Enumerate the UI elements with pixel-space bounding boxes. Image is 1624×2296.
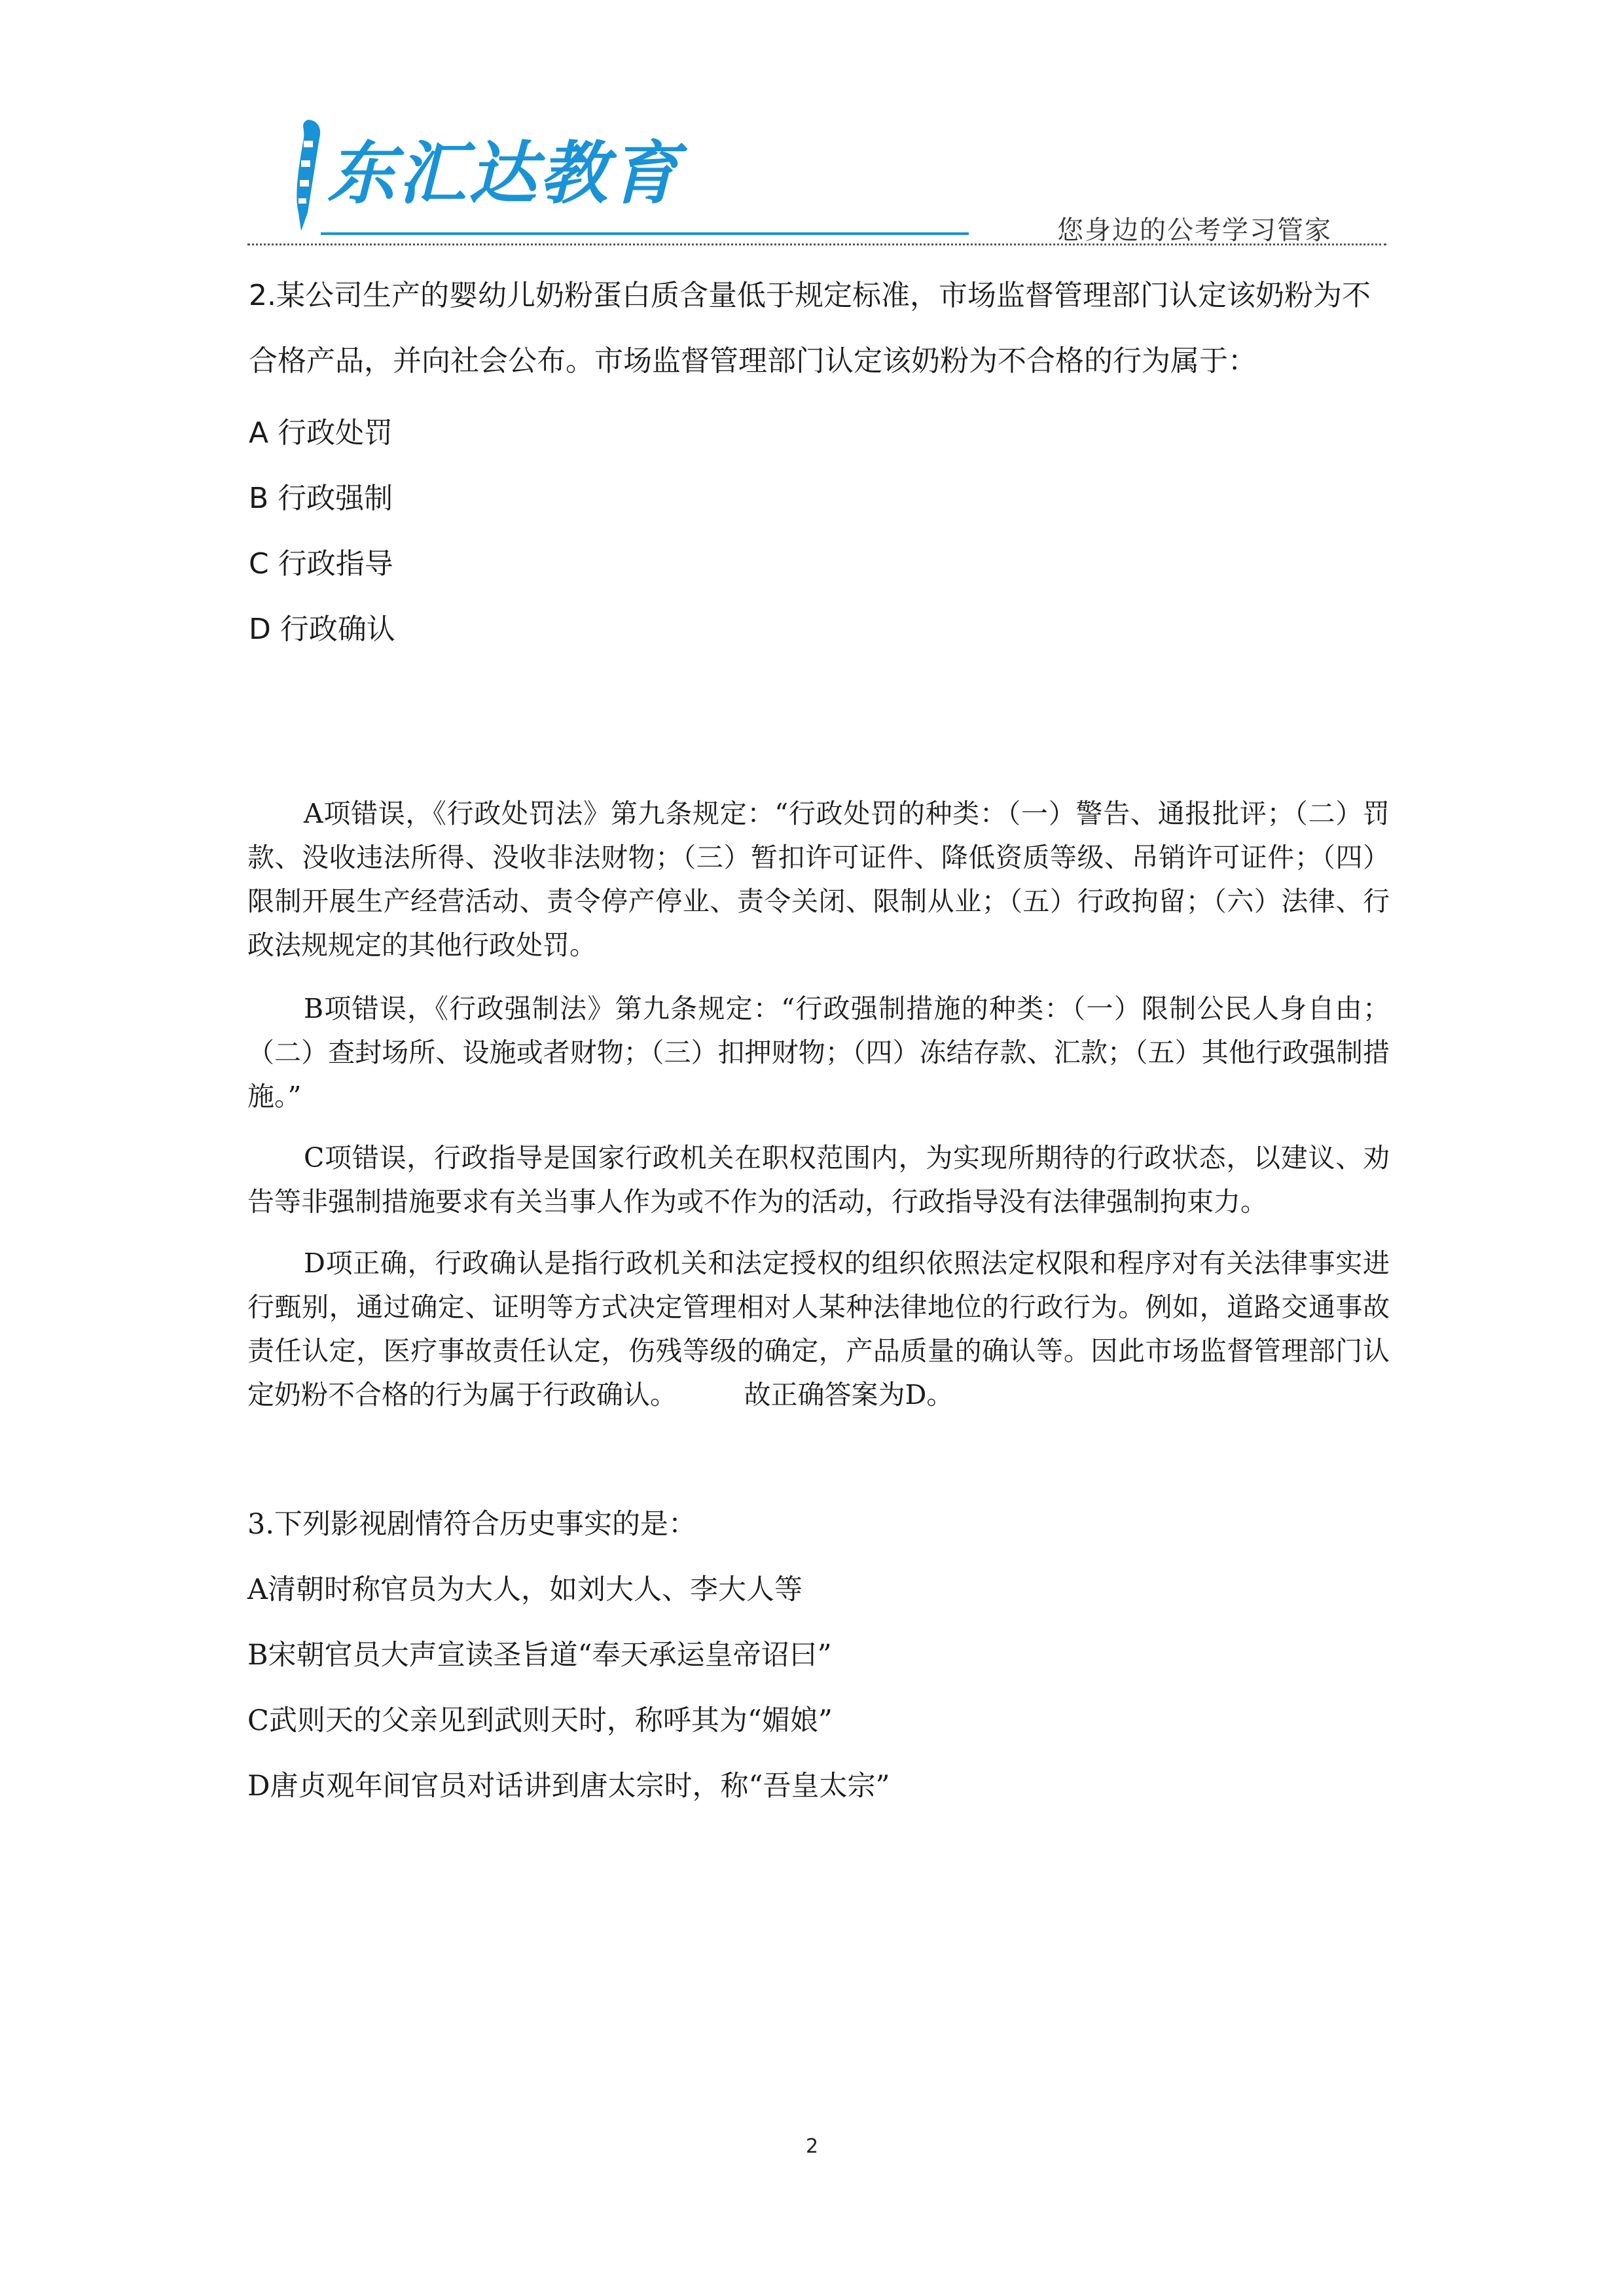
question-3-stem: 3.下列影视剧情符合历史事实的是： <box>247 1508 697 1541</box>
question-2-option-c: C 行政指导 <box>249 547 393 581</box>
question-3-option-a: A清朝时称官员为大人，如刘大人、李大人等 <box>247 1573 803 1606</box>
question-2-option-a: A 行政处罚 <box>249 416 393 450</box>
pencil-logo-icon <box>281 115 334 232</box>
question-2-stem: 2.某公司生产的婴幼儿奶粉蛋白质含量低于规定标准，市场监督管理部门认定该奶粉为不合格产品，并向社会公布。市场监督管理部门认定该奶粉为不合格的行为属于： <box>249 279 1371 378</box>
page-number: 2 <box>805 2135 819 2158</box>
logo-wordmark: 东汇达教育 <box>327 134 681 213</box>
header-divider <box>247 243 1386 245</box>
logo-underline <box>321 232 969 235</box>
analysis-paragraph-b: B项错误，《行政强制法》第九条规定：“行政强制措施的种类：（一）限制公民人身自由；（二）查封场所、设施或者财物；（三）扣押财物；（四）冻结存款、汇款；（五）其他行政强制措施。” <box>247 993 1390 1112</box>
analysis-paragraph-a: A项错误，《行政处罚法》第九条规定：“行政处罚的种类：（一）警告、通报批评；（二）罚款、没收违法所得、没收非法财物；（三）暂扣许可证件、降低资质等级、吊销许可证件；（四）限制开展生产经营活动、责令停产停业、责令关闭、限制从业；（五）行政拘留；（六）法律、行政法规规定的其他行政处罚。 <box>247 798 1390 961</box>
analysis-paragraph-d: D项正确，行政确认是指行政机关和法定授权的组织依照法定权限和程序对有关法律事实进行甄别，通过确定、证明等方式决定管理相对人某种法律地位的行政行为。例如，道路交通事故责任认定，医疗事故责任认定，伤残等级的确定，产品质量的确认等。因此市场监督管理部门认定奶粉不合格的行为属于行政确认。 故正确答案为D。 <box>247 1247 1390 1410</box>
question-3-option-c: C武则天的父亲见到武则天时，称呼其为“媚娘” <box>247 1704 833 1737</box>
brand-logo <box>281 115 700 232</box>
page-header <box>0 0 1624 249</box>
header-tagline: 您身边的公考学习管家 <box>1057 215 1332 245</box>
question-2-option-b: B 行政强制 <box>249 482 393 515</box>
question-3-option-d: D唐贞观年间官员对话讲到唐太宗时，称“吾皇太宗” <box>247 1770 890 1803</box>
question-3-option-b: B宋朝官员大声宣读圣旨道“奉天承运皇帝诏曰” <box>247 1639 832 1672</box>
analysis-paragraph-c: C项错误，行政指导是国家行政机关在职权范围内，为实现所期待的行政状态，以建议、劝告等非强制措施要求有关当事人作为或不作为的活动，行政指导没有法律强制拘束力。 <box>247 1142 1390 1217</box>
question-2-option-d: D 行政确认 <box>249 613 395 646</box>
